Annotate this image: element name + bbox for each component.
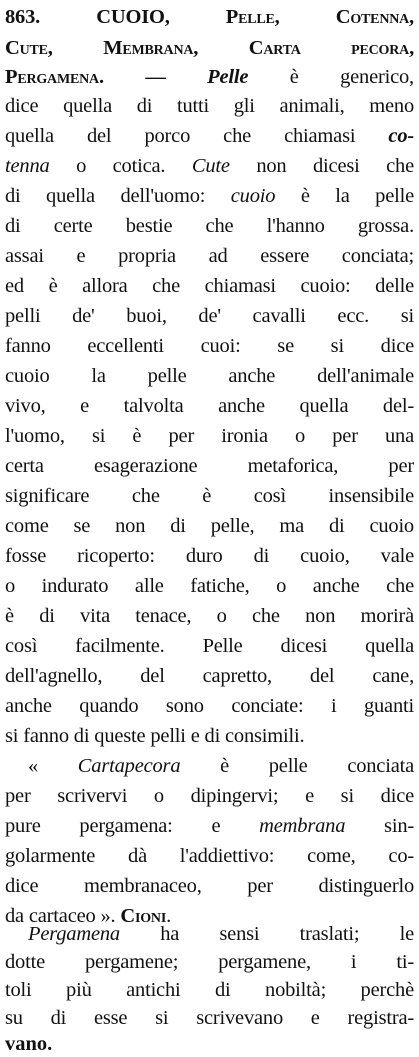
text-run: o cotica. xyxy=(49,155,192,177)
term-italic: Cartapecora xyxy=(77,755,181,777)
text-line xyxy=(28,751,414,781)
text-line: così facilmente. Pelle dicesi quella xyxy=(5,635,414,657)
author-name: Cioni xyxy=(120,905,167,927)
text-run: pure pergamena: e xyxy=(5,815,260,837)
text-run: è pelle conciata xyxy=(180,755,414,777)
text-line: anche quando sono conciate: i guanti xyxy=(5,695,414,717)
term-italic: tenna xyxy=(5,155,50,177)
text-line: dice quella di tutti gli animali, meno xyxy=(5,95,414,117)
term-italic: Cute xyxy=(191,155,230,177)
text-line: assai e propria ad essere conciata; xyxy=(5,245,414,267)
text-line: su di esse si scrivevano e registra- xyxy=(5,1007,414,1029)
text-line: dell'agnello, del capretto, del cane, xyxy=(5,665,414,687)
text-run: . xyxy=(166,905,172,927)
text-line: di certe bestie che l'hanno grossa. xyxy=(5,215,414,237)
text-line: toli più antichi di nobiltà; perchè xyxy=(5,979,414,1001)
text-run: sin- xyxy=(345,815,414,837)
text-line: cuoio la pelle anche dell'animale xyxy=(5,365,414,387)
text-run: « xyxy=(28,755,78,777)
entry-synonyms: Pergamena. — xyxy=(5,66,208,88)
text-run: non dicesi che xyxy=(229,155,414,177)
text-line-final: vano. xyxy=(5,1033,53,1055)
entry-heading-line-3 xyxy=(5,62,414,92)
text-line xyxy=(5,181,414,211)
text-run: ha sensi traslati; le xyxy=(119,923,414,945)
text-line: fanno eccellenti cuoi: se si dice xyxy=(5,335,414,357)
text-run: da cartaceo ». xyxy=(5,905,121,927)
term-italic: Pergamena xyxy=(28,923,120,945)
text-line: come se non di pelle, ma di cuoio xyxy=(5,515,414,537)
entry-synonyms: , Pelle, Cotenna, xyxy=(164,6,414,28)
text-run: è la pelle xyxy=(275,185,414,207)
text-line: fosse ricoperto: duro di cuoio, vale xyxy=(5,545,414,567)
text-line xyxy=(5,151,414,181)
text-line: certa esagerazione metaforica, per xyxy=(5,455,414,477)
term-italic: Pelle xyxy=(207,66,249,88)
text-line: dice membranaceo, per distinguerlo xyxy=(5,875,414,897)
text-line: vivo, e talvolta anche quella del- xyxy=(5,395,414,417)
text-line: dotte pergamene; pergamene, i ti- xyxy=(5,951,414,973)
text-line xyxy=(28,919,414,949)
text-line xyxy=(5,811,414,841)
text-line: l'uomo, si è per ironia o per una xyxy=(5,425,414,447)
entry-synonyms: Cute, Membrana, Carta pecora, xyxy=(5,37,414,59)
entry-number: 863. xyxy=(5,6,41,28)
text-run: di quella dell'uomo: xyxy=(5,185,231,207)
text-line: si fanno di queste pelli e di consimili. xyxy=(5,725,305,747)
text-line xyxy=(5,121,414,151)
text-line: pelli de' buoi, de' cavalli ecc. si xyxy=(5,305,414,327)
text-line: ed è allora che chiamasi cuoio: delle xyxy=(5,275,414,297)
text-line: significare che è così insensibile xyxy=(5,485,414,507)
text-run: quella del porco che chiamasi xyxy=(5,125,389,147)
text-line: golarmente dà l'addiettivo: come, co- xyxy=(5,845,414,867)
text-line: è di vita tenace, o che non morirà xyxy=(5,605,414,627)
text-line: per scrivervi o dipingervi; e si dice xyxy=(5,785,414,807)
term-italic: co- xyxy=(388,125,414,147)
entry-headword: CUOIO xyxy=(96,6,165,28)
entry-heading-line-1 xyxy=(5,2,414,32)
text-line: o indurato alle fatiche, o anche che xyxy=(5,575,414,597)
term-italic: membrana xyxy=(259,815,346,837)
entry-heading-line-2 xyxy=(5,33,414,63)
text-run: è generico, xyxy=(248,66,414,88)
term-italic: cuoio xyxy=(230,185,276,207)
